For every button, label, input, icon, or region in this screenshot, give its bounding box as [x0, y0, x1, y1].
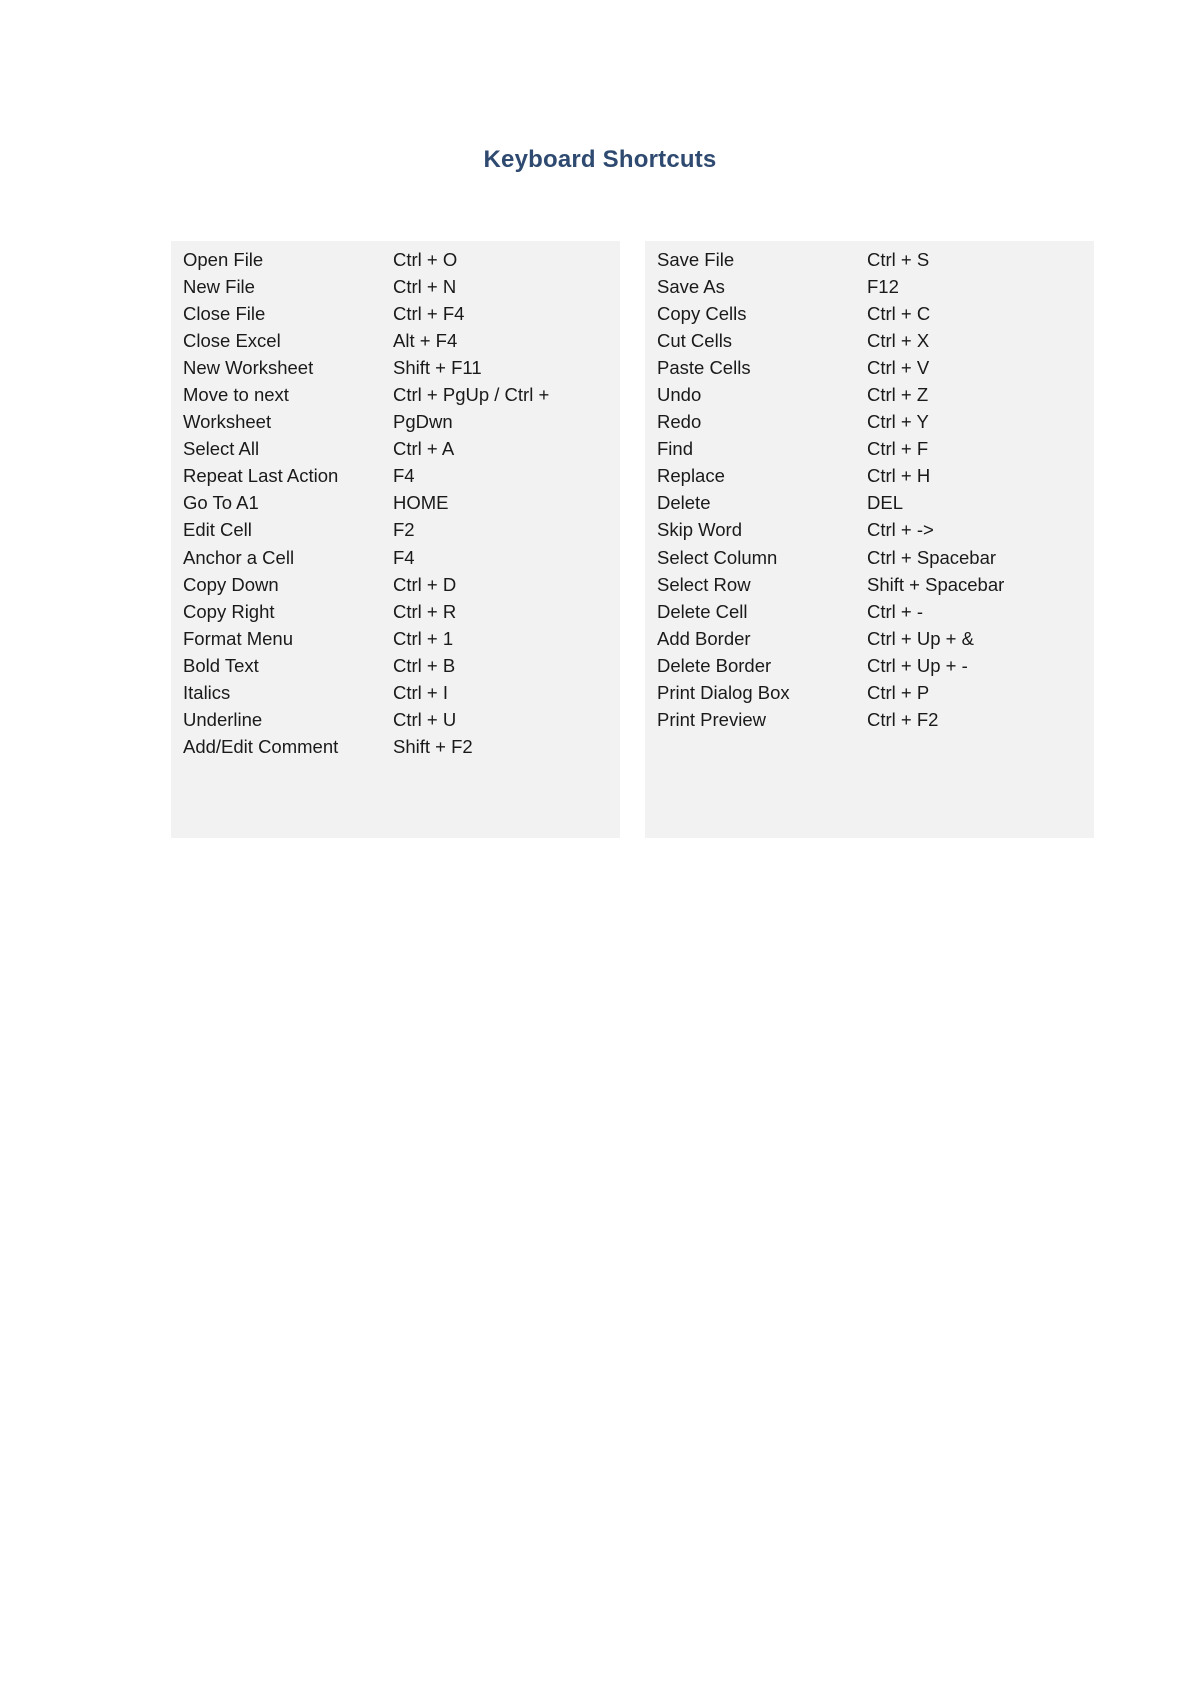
shortcut-keys: F12 [867, 275, 899, 297]
shortcut-row [171, 490, 620, 517]
shortcut-row [645, 273, 1094, 300]
shortcut-keys: Ctrl + F2 [867, 709, 939, 731]
shortcut-row [645, 571, 1094, 598]
shortcut-action: New Worksheet [183, 356, 314, 378]
shortcut-row [645, 517, 1094, 544]
shortcut-row [171, 354, 620, 381]
shortcut-row [171, 734, 620, 761]
shortcut-action: Paste Cells [657, 356, 751, 378]
shortcut-action: Select Column [657, 546, 778, 568]
shortcut-keys: Ctrl + Z [867, 384, 929, 406]
shortcut-row [171, 571, 620, 598]
shortcut-keys: F4 [393, 546, 415, 568]
shortcut-keys: Ctrl + Y [867, 411, 929, 433]
shortcut-keys: Ctrl + Spacebar [867, 546, 997, 568]
shortcut-row [645, 354, 1094, 381]
shortcut-action: Delete Border [657, 654, 772, 676]
shortcut-action: Add Border [657, 627, 751, 649]
shortcut-keys: F2 [393, 519, 415, 541]
shortcut-row [645, 436, 1094, 463]
shortcut-row [645, 652, 1094, 679]
shortcut-action: Find [657, 438, 693, 460]
shortcut-action: Select Row [657, 573, 751, 595]
shortcut-keys: Ctrl + X [867, 329, 930, 351]
shortcut-action: Anchor a Cell [183, 546, 295, 568]
shortcut-row [645, 490, 1094, 517]
shortcut-keys: Ctrl + 1 [393, 627, 454, 649]
shortcut-action: Print Preview [657, 709, 766, 731]
shortcut-keys: Ctrl + PgUp / Ctrl + [393, 384, 550, 406]
shortcut-keys: PgDwn [393, 411, 453, 433]
shortcut-row [645, 327, 1094, 354]
shortcut-keys: Ctrl + S [867, 248, 930, 270]
shortcut-row [645, 544, 1094, 571]
page-title: Keyboard Shortcuts [483, 146, 717, 173]
shortcut-action: Move to next [183, 384, 289, 406]
shortcuts-panel-left [171, 241, 620, 838]
shortcut-action: Underline [183, 709, 263, 731]
shortcut-keys: Ctrl + F4 [393, 302, 465, 324]
shortcut-row [171, 327, 620, 354]
shortcut-row [171, 625, 620, 652]
shortcut-row [171, 381, 620, 408]
shortcut-keys: Ctrl + A [393, 438, 455, 460]
shortcut-row [171, 707, 620, 734]
shortcut-action: Worksheet [183, 411, 272, 433]
shortcut-keys: Ctrl + B [393, 654, 456, 676]
shortcut-keys: Shift + F2 [393, 736, 473, 758]
shortcut-action: Save File [657, 248, 735, 270]
shortcut-action: Skip Word [657, 519, 742, 541]
shortcut-row [171, 544, 620, 571]
shortcut-action: Italics [183, 682, 231, 704]
shortcut-keys: Shift + Spacebar [867, 573, 1005, 595]
shortcut-keys: Ctrl + D [393, 573, 457, 595]
shortcut-keys: DEL [867, 492, 903, 514]
shortcut-keys: HOME [393, 492, 449, 514]
shortcut-action: Format Menu [183, 627, 294, 649]
shortcut-keys: Ctrl + Up + & [867, 627, 974, 649]
shortcut-keys: Ctrl + H [867, 465, 931, 487]
shortcut-row [645, 381, 1094, 408]
shortcut-action: Add/Edit Comment [183, 736, 339, 758]
shortcut-action: Repeat Last Action [183, 465, 339, 487]
shortcut-action: Print Dialog Box [657, 682, 790, 704]
shortcut-action: Delete Cell [657, 600, 748, 622]
shortcut-row [645, 246, 1094, 273]
shortcut-row [171, 273, 620, 300]
shortcut-action: Cut Cells [657, 329, 733, 351]
shortcut-action: Undo [657, 384, 702, 406]
shortcut-action: New File [183, 275, 255, 297]
shortcut-action: Copy Cells [657, 302, 747, 324]
shortcut-action: Redo [657, 411, 702, 433]
shortcut-action: Select All [183, 438, 260, 460]
shortcut-row [645, 300, 1094, 327]
shortcut-action: Delete [657, 492, 711, 514]
shortcut-action: Go To A1 [183, 492, 259, 514]
shortcut-keys: Ctrl + I [393, 682, 448, 704]
shortcut-row [171, 300, 620, 327]
shortcut-action: Edit Cell [183, 519, 252, 541]
shortcut-row [645, 598, 1094, 625]
shortcut-action: Replace [657, 465, 725, 487]
shortcut-action: Save As [657, 275, 725, 297]
shortcut-keys: Ctrl + Up + - [867, 654, 968, 676]
shortcut-action: Copy Down [183, 573, 279, 595]
shortcut-row [171, 598, 620, 625]
shortcut-keys: Ctrl + F [867, 438, 929, 460]
shortcut-row [645, 409, 1094, 436]
shortcut-row [171, 680, 620, 707]
shortcut-keys: Ctrl + C [867, 302, 931, 324]
shortcut-row [645, 707, 1094, 734]
shortcut-keys: Alt + F4 [393, 329, 458, 351]
shortcut-keys: F4 [393, 465, 415, 487]
shortcut-row [171, 246, 620, 273]
shortcut-keys: Ctrl + O [393, 248, 458, 270]
shortcut-row [171, 409, 620, 436]
shortcuts-panel-right [645, 241, 1094, 838]
shortcut-row [171, 517, 620, 544]
shortcut-action: Bold Text [183, 654, 259, 676]
shortcut-row [645, 463, 1094, 490]
shortcut-keys: Ctrl + - [867, 600, 924, 622]
shortcut-row [171, 652, 620, 679]
shortcut-row [645, 625, 1094, 652]
shortcut-row [171, 436, 620, 463]
shortcut-action: Copy Right [183, 600, 275, 622]
shortcut-action: Close File [183, 302, 266, 324]
shortcut-keys: Shift + F11 [393, 356, 482, 378]
shortcut-keys: Ctrl + P [867, 682, 930, 704]
shortcut-row [171, 463, 620, 490]
shortcut-row [645, 680, 1094, 707]
shortcut-keys: Ctrl + R [393, 600, 457, 622]
shortcut-action: Open File [183, 248, 264, 270]
shortcut-keys: Ctrl + N [393, 275, 457, 297]
shortcut-keys: Ctrl + V [867, 356, 930, 378]
shortcut-action: Close Excel [183, 329, 281, 351]
shortcut-keys: Ctrl + U [393, 709, 457, 731]
shortcut-keys: Ctrl + -> [867, 519, 934, 541]
